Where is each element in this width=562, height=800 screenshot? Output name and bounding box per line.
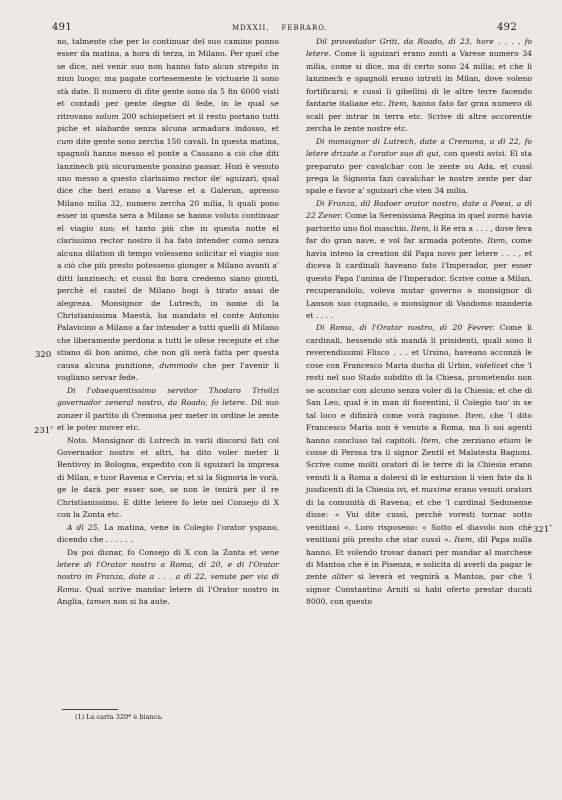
left-paragraph-4: A dì 25. La matina, vene in Colegio l'orator yspano, dicendo che . . . . . . [57, 522, 280, 545]
left-paragraph-5: Da poi disnar, fo Consejo di X con la Zonta et vene letere di l'Orator nostro a Roma, di 20, e di l'Orator nostro in Franza, date a . . . a dì 22, venute per via di Roma. Qual scrive mandar letere di l'Orator nostro in Anglia, tamen non si ha aute. [57, 547, 279, 607]
running-header-year: MDXXII, [232, 24, 270, 32]
right-paragraph-3: Di Franza, dil Badoer orator nostro, date a Poesi, a dì 22 Zener. Come la Serenissima Regina in quel zorno havia partorito uno fiol maschio. Item, li Re era a . . . , dove feva far do gran nave, e vol far armada potente. Item, come havia inteso la creation dil Papa novo per letere . . . , et diceva li cardinali haveano fato l'Imperador, per esser questo Papa l'anima de l'Imperador. Scrive come a Milan, recuperandolo, voleva mutar governo o monsignor di Lanson suo cugnado, o monsignor di Vandomo manderia et . . . . [306, 198, 533, 320]
right-column [306, 36, 532, 609]
right-paragraph-1: Dil provedador Griti, da Roado, di 23, hore . . . , fo letere. Come li sguizari erano zonti a Varese numero 34 milia, come si dice, ma di certo sono 24 milia; et che li lanzinech e spagnoli erano intrati in Milan, dove voleno fortificarsi; e cussì li gibellini di le altre terre facendo fantarie italiane etc. Item, hanno fato far gran numero di scali per intrar in terra etc. Scrive di altre occorentie zercha le zente nostre etc. [306, 37, 532, 134]
margin-note-231-sup: v [50, 425, 54, 431]
footnote: (1) La carta 320* è bianca. [75, 713, 164, 721]
margin-note-321-sup: * [549, 524, 552, 530]
margin-note-231-number: 231 [34, 425, 51, 436]
left-column [57, 36, 279, 609]
footnote-divider [62, 709, 118, 710]
left-paragraph-2: Di l'obsequentissimo servitor Thodaro Trivilzi governador zeneral nostro, da Roado, fo letere. Dil suo zonzer il partito di Cremona per meter in ordine le zente et le poter mover etc. [57, 385, 279, 433]
margin-note-320: 320 [35, 350, 52, 360]
running-header [232, 24, 340, 32]
margin-note-321 [533, 524, 552, 535]
right-paragraph-2: Di monsignor di Lutrech, date a Cremona, a dì 22, fo letere drizate a l'orator suo di qui, con questi avisi. El sta preparato per cavalchar con le zente su Ada, et cussì prega la Signoria fazi cavalchar le nostre zente per dar spale e favor a' sguizari che vien 34 milia. [306, 136, 532, 196]
page-number-right: 492 [497, 22, 517, 33]
left-paragraph-1: no, talmente che per lo continuar del suo camino ponno esser da matina, a hora di terza, in Milano. Per quel che se dice, nel venir suo non hanno fato alcun strepito in niun luogo; ma pagate cortesemente le victuarie li sono stà date. Il numero di dite gente sono da 5 fin 6000 visti et contadi per gente degne di fede, in le qual se ritrovano solum 200 schiopetieri et il resto portano tutti piche et alabarde senza alcuna armadura indosso, et cum dite gente sono zercha 150 cavali. In questa matina, spagnoli hanno messo el ponte a Cassano a ciò che diti lanzinech più sicuramente possino passar. Hozi è venuto uno messo a questo clarissimo rector de' sguizari, qual dice che heri erano a Varese et a Galeran, apresso Milano milia 32, numero zercha 20 milia, li quali pono esser in questa sera a Milano se hanno voluto continuar el viagio suo; et tanto più che in questa notte el clarissimo rector nostro li ha fato intender como senza alcuna dilation di tempo volesseno solicitar el viagio suo a ciò che più presto potesseno gionger a Milano avanti a' ditti lanzinech; et cussì fin hora credemo siano gionti, perchè el castel de Milano hogi à tirato assai de alegreza. Monsignor de Lutrech, in nome di la Christianissima Maestà, ha mandato el conte Antonio Palavicino a Milano a far intender a tutti quelli di Milano che liberamente perdona a tutti le ofese recepute et che stiano di bon animo, che non gli serà fatta per questa causa alcuna punitione, dummodo che per l'avenir li vogliano servar fede. [57, 37, 279, 383]
running-header-month: FEBRARO. [281, 24, 328, 32]
right-paragraph-4: Di Roma, di l'Orator nostro, di 20 Fevrer. Come li cardinali, hessendo stà mandà li prisidenti, quali sono li reverendissimi Flisco . . . et Ursino, haveano acconzà le cose con Francesco Maria ducha di Urbin, videlicet che 'l resti nel suo Stado subdito di la Chiesa, prometendo non se aconciar con alcuno senza voler di la Chiesia; et che di San Leo, qual è in man di fiorentini, il Colegio tuo' in se tal loco e difinirà come vorà ragione. Item, che 'l dito Francesco Maria non è venuto a Roma, ma li soi agenti hanno concluso tal capitoli. Item, che zerziano etiam le cosse di Perosa tra il signor Zentil et Malatesta Bagioni. Scrive come molti oratori di le terre di la Chiesia erano venuti li a Roma a dolersi di le extursion li vien fate da li jusdicenti di la Chiesia ivi, et maxime erano venuti oratori di la comunità di Ravena; et che 'l cardinal Sedunense disse: « Vui dite cussì, perchè voresti tornar sotto venitiani ». Loro risposeno: « Sotto el diavolo non chè venitiani più presto che star cussì ». Item, dil Papa nulla hanno. Et volendo trovar danari per mandar al marchese di Mantoa che è in Pisenza, e solicita di averli da pagar le zente aliter si leverà et vegnirà a Mantoa, par che 'l signor Constantino Arniti si habi oferto prestar ducati 8000, con questo [306, 323, 533, 607]
margin-note-231 [34, 425, 53, 436]
left-paragraph-3: Noto. Monsignor di Lutrech in varii discorsi fati col Governador nostro et altri, ha dito voler meter li Bentivoy in Bologna, expedito con li sguizari la impresa di Milan, e tuor Ravena e Cervia; et si la Signoria le vorà, ge le darà per esser soe, se non le tenirà per il re Christianissimo. E ditte letere fo lete nel Consejo di X con la Zonta etc. [57, 435, 279, 520]
page-number-left: 491 [52, 22, 72, 33]
margin-note-321-number: 321 [533, 524, 550, 535]
